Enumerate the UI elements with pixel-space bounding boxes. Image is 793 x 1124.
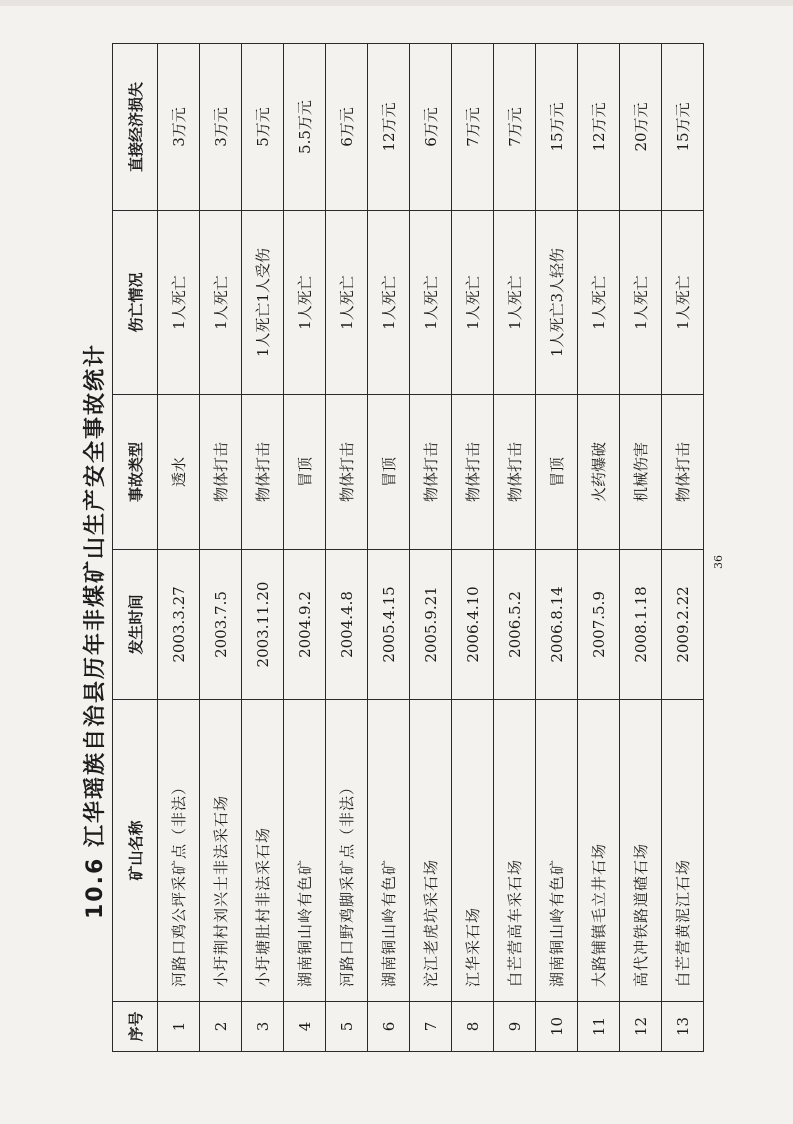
table-row bbox=[410, 44, 452, 1052]
table-row bbox=[536, 44, 578, 1052]
cell-type: 冒顶 bbox=[536, 395, 578, 550]
cell-no: 6 bbox=[368, 1002, 410, 1052]
header-mine: 矿山名称 bbox=[113, 700, 158, 1002]
cell-mine: 高代冲铁路道碴石场 bbox=[620, 700, 662, 1002]
cell-date: 2004.4.8 bbox=[326, 550, 368, 700]
cell-type: 物体打击 bbox=[200, 395, 242, 550]
table-row bbox=[662, 44, 704, 1052]
table-row bbox=[326, 44, 368, 1052]
cell-mine: 河路口野鸡脚采矿点（非法） bbox=[326, 700, 368, 1002]
cell-no: 1 bbox=[158, 1002, 200, 1052]
cell-date: 2003.7.5 bbox=[200, 550, 242, 700]
header-casualty: 伤亡情况 bbox=[113, 211, 158, 395]
cell-loss: 6万元 bbox=[326, 44, 368, 211]
cell-mine: 小圩荆村刘兴士非法采石场 bbox=[200, 700, 242, 1002]
cell-mine: 湖南铜山岭有色矿 bbox=[368, 700, 410, 1002]
cell-type: 物体打击 bbox=[452, 395, 494, 550]
cell-loss: 15万元 bbox=[662, 44, 704, 211]
cell-type: 物体打击 bbox=[326, 395, 368, 550]
cell-no: 7 bbox=[410, 1002, 452, 1052]
cell-casualty: 1人死亡 bbox=[326, 211, 368, 395]
cell-type: 物体打击 bbox=[410, 395, 452, 550]
cell-casualty: 1人死亡 bbox=[284, 211, 326, 395]
document-title: 10.6 江华瑶族自治县历年非煤矿山生产安全事故统计 bbox=[83, 343, 108, 919]
cell-no: 13 bbox=[662, 1002, 704, 1052]
cell-casualty: 1人死亡1人受伤 bbox=[242, 211, 284, 395]
cell-date: 2005.9.21 bbox=[410, 550, 452, 700]
cell-no: 4 bbox=[284, 1002, 326, 1052]
cell-type: 火药爆破 bbox=[578, 395, 620, 550]
cell-type: 透水 bbox=[158, 395, 200, 550]
cell-no: 10 bbox=[536, 1002, 578, 1052]
cell-loss: 12万元 bbox=[368, 44, 410, 211]
cell-no: 11 bbox=[578, 1002, 620, 1052]
table-row bbox=[452, 44, 494, 1052]
header-no: 序号 bbox=[113, 1002, 158, 1052]
cell-date: 2007.5.9 bbox=[578, 550, 620, 700]
cell-mine: 白芒营高车采石场 bbox=[494, 700, 536, 1002]
cell-mine: 小圩塘肚村非法采石场 bbox=[242, 700, 284, 1002]
cell-mine: 沱江老虎坑采石场 bbox=[410, 700, 452, 1002]
cell-date: 2008.1.18 bbox=[620, 550, 662, 700]
cell-casualty: 1人死亡 bbox=[494, 211, 536, 395]
cell-no: 3 bbox=[242, 1002, 284, 1052]
cell-loss: 5.5万元 bbox=[284, 44, 326, 211]
cell-date: 2006.4.10 bbox=[452, 550, 494, 700]
cell-loss: 7万元 bbox=[452, 44, 494, 211]
cell-mine: 大路铺镇毛立井石场 bbox=[578, 700, 620, 1002]
page-number: 36 bbox=[712, 555, 725, 569]
cell-no: 2 bbox=[200, 1002, 242, 1052]
cell-loss: 15万元 bbox=[536, 44, 578, 211]
cell-casualty: 1人死亡3人轻伤 bbox=[536, 211, 578, 395]
cell-casualty: 1人死亡 bbox=[620, 211, 662, 395]
cell-no: 8 bbox=[452, 1002, 494, 1052]
cell-loss: 5万元 bbox=[242, 44, 284, 211]
table-row bbox=[578, 44, 620, 1052]
cell-loss: 6万元 bbox=[410, 44, 452, 211]
table-row bbox=[494, 44, 536, 1052]
cell-mine: 江华采石场 bbox=[452, 700, 494, 1002]
cell-no: 9 bbox=[494, 1002, 536, 1052]
cell-casualty: 1人死亡 bbox=[578, 211, 620, 395]
cell-type: 机械伤害 bbox=[620, 395, 662, 550]
cell-loss: 3万元 bbox=[200, 44, 242, 211]
header-loss: 直接经济损失 bbox=[113, 44, 158, 211]
cell-date: 2006.5.2 bbox=[494, 550, 536, 700]
cell-loss: 3万元 bbox=[158, 44, 200, 211]
cell-type: 冒顶 bbox=[284, 395, 326, 550]
table-row bbox=[620, 44, 662, 1052]
cell-mine: 湖南铜山岭有色矿 bbox=[284, 700, 326, 1002]
cell-mine: 白芒营黄泥江石场 bbox=[662, 700, 704, 1002]
cell-mine: 湖南铜山岭有色矿 bbox=[536, 700, 578, 1002]
cell-date: 2005.4.15 bbox=[368, 550, 410, 700]
table-row bbox=[158, 44, 200, 1052]
table-row bbox=[200, 44, 242, 1052]
cell-type: 物体打击 bbox=[662, 395, 704, 550]
cell-date: 2009.2.22 bbox=[662, 550, 704, 700]
table-header-row bbox=[113, 44, 158, 1052]
cell-casualty: 1人死亡 bbox=[410, 211, 452, 395]
cell-casualty: 1人死亡 bbox=[200, 211, 242, 395]
cell-mine: 河路口鸡公坪采矿点（非法） bbox=[158, 700, 200, 1002]
cell-type: 冒顶 bbox=[368, 395, 410, 550]
cell-loss: 12万元 bbox=[578, 44, 620, 211]
accident-table bbox=[112, 43, 704, 1052]
cell-date: 2003.3.27 bbox=[158, 550, 200, 700]
cell-date: 2006.8.14 bbox=[536, 550, 578, 700]
cell-casualty: 1人死亡 bbox=[452, 211, 494, 395]
table-row bbox=[242, 44, 284, 1052]
table-row bbox=[284, 44, 326, 1052]
cell-loss: 7万元 bbox=[494, 44, 536, 211]
cell-no: 5 bbox=[326, 1002, 368, 1052]
cell-casualty: 1人死亡 bbox=[158, 211, 200, 395]
cell-date: 2004.9.2 bbox=[284, 550, 326, 700]
header-type: 事故类型 bbox=[113, 395, 158, 550]
header-date: 发生时间 bbox=[113, 550, 158, 700]
cell-date: 2003.11.20 bbox=[242, 550, 284, 700]
cell-type: 物体打击 bbox=[494, 395, 536, 550]
cell-loss: 20万元 bbox=[620, 44, 662, 211]
cell-casualty: 1人死亡 bbox=[368, 211, 410, 395]
cell-type: 物体打击 bbox=[242, 395, 284, 550]
table-row bbox=[368, 44, 410, 1052]
cell-casualty: 1人死亡 bbox=[662, 211, 704, 395]
cell-no: 12 bbox=[620, 1002, 662, 1052]
